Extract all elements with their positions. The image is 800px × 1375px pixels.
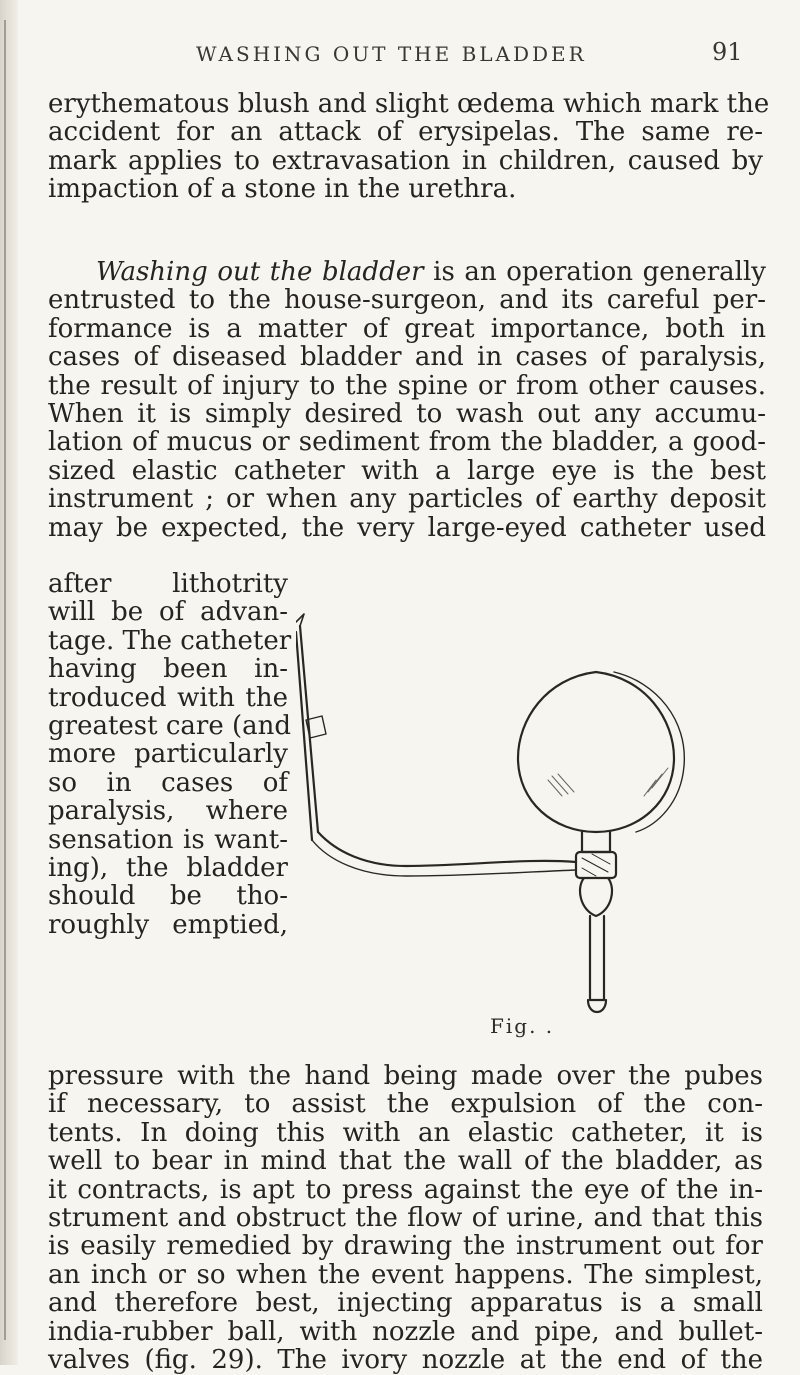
text-line: should be tho- xyxy=(48,881,288,912)
lower-valve xyxy=(580,878,612,916)
binding-shadow xyxy=(4,20,6,1340)
delivery-pipe xyxy=(318,832,576,866)
text-line: well to bear in mind that the wall of the bladder, as xyxy=(48,1146,763,1177)
valve-hatch xyxy=(582,854,610,876)
ball-neck xyxy=(582,832,610,852)
text-line: will be of advan- xyxy=(48,597,288,628)
outlet-tube-tip xyxy=(588,1000,606,1012)
text-line: instrument ; or when any particles of earthy deposit xyxy=(48,484,766,515)
paragraph-wrapped-column xyxy=(48,569,292,940)
text-line: entrusted to the house-surgeon, and its careful per- xyxy=(48,285,766,316)
running-head: WASHING OUT THE BLADDER xyxy=(196,42,587,66)
text-line: lation of mucus or sediment from the bladder, a good- xyxy=(48,427,766,458)
text-line: india-rubber ball, with nozzle and pipe, and bullet- xyxy=(48,1316,763,1347)
text-line: sensation is want- xyxy=(48,824,288,855)
ball-shading xyxy=(548,768,668,796)
text-line: formance is a matter of great importance, both in xyxy=(48,313,766,344)
text-line: if necessary, to assist the expulsion of the con- xyxy=(48,1089,763,1120)
nozzle-tip xyxy=(296,614,304,626)
text-line: strument and obstruct the flow of urine, and that this xyxy=(48,1202,763,1233)
text-line: When it is simply desired to wash out any accumu- xyxy=(48,398,766,429)
text-line: it contracts, is apt to press against the eye of the in- xyxy=(48,1174,763,1205)
text-line: impaction of a stone in the urethra. xyxy=(48,174,517,205)
page-header xyxy=(0,14,800,74)
text-line: an inch or so when the event happens. The simplest, xyxy=(48,1259,763,1290)
text-line: and therefore best, injecting apparatus is a small xyxy=(48,1288,763,1319)
text-line: sized elastic catheter with a large eye is the best xyxy=(48,455,766,486)
text-line: ing), the bladder xyxy=(48,852,288,883)
text-line: after lithotrity xyxy=(48,569,288,599)
text-line: paralysis, where xyxy=(48,796,288,827)
delivery-pipe-inner xyxy=(312,840,576,876)
text-line: pressure with the hand being made over the pubes xyxy=(48,1061,763,1091)
paragraph-erythematous xyxy=(48,89,770,205)
paragraph-pressure xyxy=(48,1062,763,1374)
text-line: tage. The catheter xyxy=(48,625,292,656)
text-line: accident for an attack of erysipelas. The same re- xyxy=(48,117,763,148)
text-line: mark applies to extravasation in children, caused by xyxy=(48,145,763,176)
rubber-ball-outline xyxy=(518,672,674,832)
page-number: 91 xyxy=(712,38,743,66)
text-line: roughly emptied, xyxy=(48,909,288,940)
text-line: so in cases of xyxy=(48,767,288,798)
italic-lead: Washing out the bladder xyxy=(96,257,424,287)
text-line-with-lead: Washing out the bladder is an operation generally xyxy=(96,257,766,287)
outlet-tube xyxy=(590,916,604,1000)
text-line: tents. In doing this with an elastic catheter, it is xyxy=(48,1117,763,1148)
text-line: more particularly xyxy=(48,739,288,770)
page-gutter xyxy=(0,0,18,1365)
text-line: may be expected, the very large-eyed catheter used xyxy=(48,512,766,543)
figure-caption: Fig. . xyxy=(490,1014,555,1038)
text-line: is easily remedied by drawing the instrument out for xyxy=(48,1231,763,1262)
injecting-apparatus-illustration xyxy=(296,570,746,1040)
text-line: troduced with the xyxy=(48,682,288,713)
text-line: having been in- xyxy=(48,654,288,685)
ivory-nozzle xyxy=(296,626,318,840)
paragraph-washing-out xyxy=(48,258,766,542)
text-line: valves (fig. 29). The ivory nozzle at the end of the xyxy=(48,1344,763,1375)
text-line: erythematous blush and slight œdema which mark the xyxy=(48,89,770,119)
text-line: the result of injury to the spine or from other causes. xyxy=(48,370,766,401)
text-line: cases of diseased bladder and in cases of paralysis, xyxy=(48,342,766,373)
text-line: greatest care (and xyxy=(48,710,292,741)
